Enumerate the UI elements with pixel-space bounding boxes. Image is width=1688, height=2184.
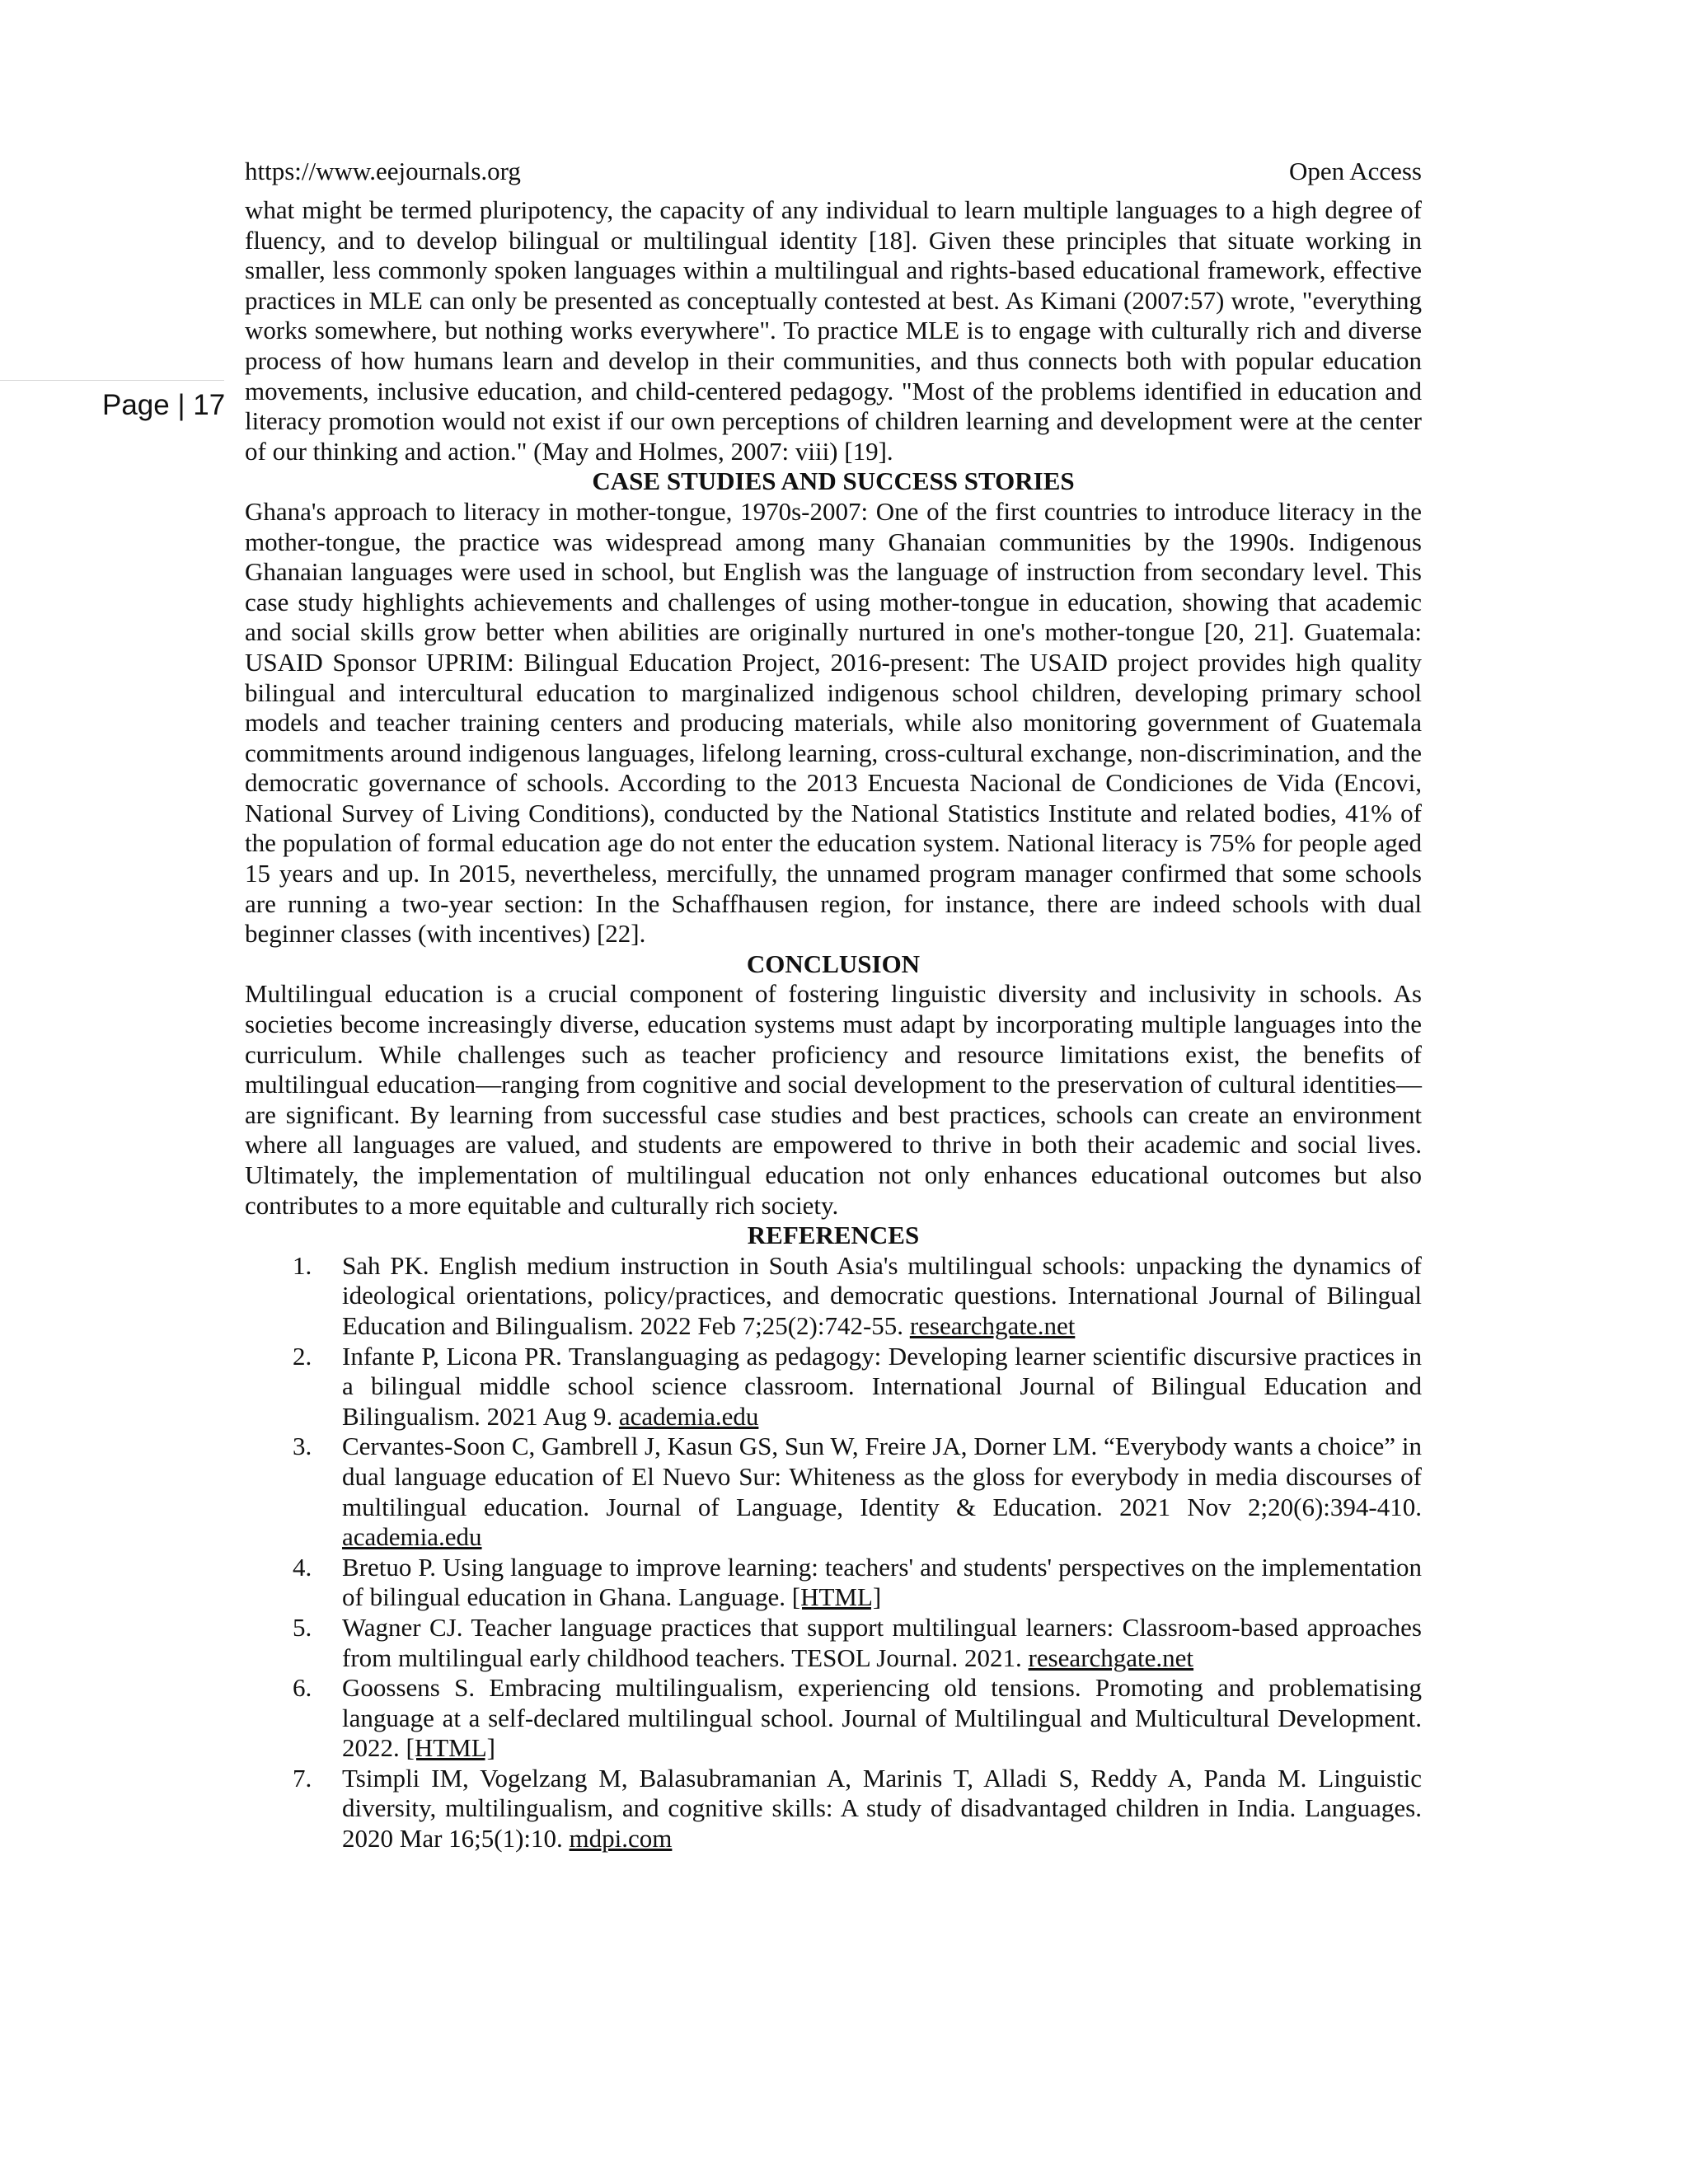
- reference-link[interactable]: academia.edu: [342, 1522, 482, 1552]
- references-heading: REFERENCES: [747, 1221, 920, 1250]
- reference-item: [245, 1613, 1422, 1673]
- conclusion-paragraph: Multilingual education is a crucial component of fostering linguistic diversity and inclusivity in schools. As societies become increasingly diverse, education systems must adapt by incorporating multiple languages into the curriculum. While challenges such as teacher proficiency and resource limitations exist, the benefits of multilingual education—ranging from cognitive and social development to the preservation of cultural identities—are significant. By learning from successful case studies and best practices, schools can create an environment where all languages are valued, and students are empowered to thrive in both their academic and social lives. Ultimately, the implementation of multilingual education not only enhances educational outcomes but also contributes to a more equitable and culturally rich society.: [245, 979, 1422, 1220]
- case-studies-paragraph: Ghana's approach to literacy in mother-tongue, 1970s-2007: One of the first countries to introduce literacy in the mother-tongue, the practice was widespread among many Ghanaian communities by the 1990s. Indigenous Ghanaian languages were used in school, but English was the language of instruction from secondary level. This case study highlights achievements and challenges of using mother-tongue in education, showing that academic and social skills grow better when abilities are originally nurtured in one's mother-tongue [20, 21]. Guatemala: USAID Sponsor UPRIM: Bilingual Education Project, 2016-present: The USAID project provides high quality bilingual and intercultural education to marginalized indigenous school children, developing primary school models and teacher training centers and producing materials, while also monitoring government of Guatemala commitments around indigenous languages, lifelong learning, cross-cultural exchange, non-discrimination, and the democratic governance of schools. According to the 2013 Encuesta Nacional de Condiciones de Vida (Encovi, National Survey of Living Conditions), conducted by the National Statistics Institute and related bodies, 41% of the population of formal education age do not enter the education system. National literacy is 75% for people aged 15 years and up. In 2015, nevertheless, mercifully, the unnamed program manager confirmed that some schools are running a two-year section: In the Schaffhausen region, for instance, there are indeed schools with dual beginner classes (with incentives) [22].: [245, 496, 1422, 949]
- intro-paragraph: what might be termed pluripotency, the capacity of any individual to learn multiple languages to a high degree of fluency, and to develop bilingual or multilingual identity [18]. Given these principles that situate working in smaller, less commonly spoken languages within a multilingual and rights-based educational framework, effective practices in MLE can only be presented as conceptually contested at best. As Kimani (2007:57) wrote, "everything works somewhere, but nothing works everywhere". To practice MLE is to engage with culturally rich and diverse process of how humans learn and develop in their communities, and thus connects both with popular education movements, inclusive education, and child-centered pedagogy. "Most of the problems identified in education and literacy promotion would not exist if our own perceptions of children learning and development were at the center of our thinking and action." (May and Holmes, 2007: viii) [19].: [245, 195, 1422, 466]
- reference-link[interactable]: mdpi.com: [569, 1824, 673, 1854]
- reference-text: Bretuo P. Using language to improve learning: teachers' and students' perspectives on the implementation of bilingual education in Ghana. Language.: [342, 1552, 1422, 1612]
- page-header: [245, 155, 1422, 188]
- case-studies-heading: CASE STUDIES AND SUCCESS STORIES: [592, 466, 1075, 496]
- reference-link[interactable]: [HTML]: [791, 1582, 882, 1612]
- reference-link[interactable]: academia.edu: [618, 1401, 759, 1431]
- open-access-label: Open Access: [1289, 157, 1422, 185]
- reference-text: Wagner CJ. Teacher language practices that support multilingual learners: Classroom-based approaches from multilingual early childhood teachers. TESOL Journal. 2021.: [342, 1612, 1422, 1672]
- reference-number: 3.: [293, 1432, 312, 1461]
- reference-number: 2.: [293, 1341, 312, 1371]
- reference-text: Tsimpli IM, Vogelzang M, Balasubramanian A, Marinis T, Alladi S, Reddy A, Panda M. Linguistic diversity, multilingualism, and cognitive skills: A study of disadvantaged children in India. Languages. 2020 Mar 16;5(1):10.: [342, 1763, 1422, 1854]
- reference-item: [245, 1342, 1422, 1432]
- reference-number: 1.: [293, 1250, 312, 1280]
- reference-item: [245, 1764, 1422, 1854]
- article-body: [245, 195, 1422, 1854]
- reference-number: 7.: [293, 1763, 312, 1793]
- reference-number: 6.: [293, 1673, 312, 1703]
- reference-item: [245, 1553, 1422, 1613]
- reference-item: [245, 1673, 1422, 1764]
- reference-number: 5.: [293, 1612, 312, 1642]
- reference-item: [245, 1432, 1422, 1552]
- reference-list: [245, 1251, 1422, 1854]
- reference-text: Sah PK. English medium instruction in South Asia's multilingual schools: unpacking the dynamics of ideological orientations, policy/practices, and democratic questions. International Journal of Bilingual Education and Bilingualism. 2022 Feb 7;25(2):742-55.: [342, 1250, 1422, 1340]
- reference-number: 4.: [293, 1552, 312, 1582]
- reference-link[interactable]: researchgate.net: [909, 1310, 1076, 1340]
- page-label-divider: [0, 380, 224, 381]
- reference-text: Infante P, Licona PR. Translanguaging as pedagogy: Developing learner scientific discursive practices in a bilingual middle school science classroom. International Journal of Bilingual Education and Bilingualism. 2021 Aug 9.: [342, 1341, 1422, 1431]
- page-number: Page | 17: [102, 389, 226, 421]
- conclusion-heading: CONCLUSION: [746, 949, 921, 978]
- reference-item: [245, 1251, 1422, 1342]
- reference-link[interactable]: [HTML]: [406, 1733, 495, 1763]
- reference-link[interactable]: researchgate.net: [1028, 1643, 1194, 1672]
- reference-text: Cervantes-Soon C, Gambrell J, Kasun GS, Sun W, Freire JA, Dorner LM. “Everybody wants a choice” in dual language education of El Nuevo Sur: Whiteness as the gloss for everybody in media discourses of multilingual education. Journal of Language, Identity & Education. 2021 Nov 2;20(6):394-410.: [342, 1432, 1422, 1521]
- reference-text: Goossens S. Embracing multilingualism, experiencing old tensions. Promoting and problematising language at a self-declared multilingual school. Journal of Multilingual and Multicultural Development. 2022.: [342, 1673, 1422, 1763]
- journal-url: https://www.eejournals.org: [245, 157, 521, 185]
